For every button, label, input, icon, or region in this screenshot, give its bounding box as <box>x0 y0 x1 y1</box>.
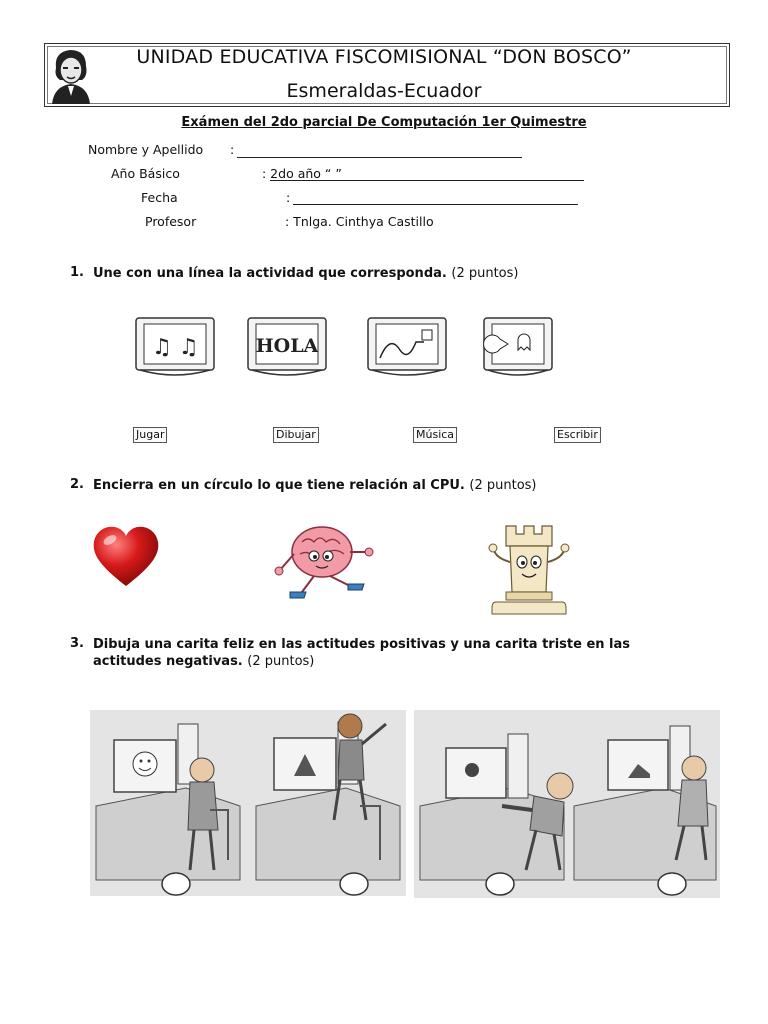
monitor-game-icon <box>478 312 558 384</box>
activity-jugar: Jugar <box>133 427 167 443</box>
grade-label: Año Básico <box>111 166 180 181</box>
question-1-text: Une con una línea la actividad que corresponda. <box>93 266 447 281</box>
heart-icon[interactable] <box>90 522 162 590</box>
teacher-value: : Tnlga. Cinthya Castillo <box>285 214 434 229</box>
name-colon: : <box>230 142 235 157</box>
school-name: UNIDAD EDUCATIVA FISCOMISIONAL “DON BOSCO” <box>136 46 632 68</box>
scene-left-illustration <box>90 710 406 896</box>
scene-right-illustration <box>414 710 720 898</box>
question-1-number: 1. <box>70 265 84 280</box>
activity-musica: Música <box>413 427 457 443</box>
teacher-label: Profesor <box>145 214 197 229</box>
question-1-points: (2 puntos) <box>451 266 519 281</box>
svg-text:♫ ♫: ♫ ♫ <box>152 335 199 360</box>
grade-value: : 2do año “ ” <box>262 166 342 181</box>
name-label: Nombre y Apellido <box>88 142 204 157</box>
school-city: Esmeraldas-Ecuador <box>286 80 482 102</box>
monitor-hola-text: HOLA <box>255 335 319 357</box>
question-3 <box>93 636 703 670</box>
activity-escribir: Escribir <box>554 427 601 443</box>
brain-character-icon[interactable] <box>272 522 377 604</box>
question-3-number: 3. <box>70 636 84 651</box>
date-label: Fecha <box>141 190 178 205</box>
monitor-music-icon <box>130 312 220 384</box>
date-line[interactable] <box>293 190 578 205</box>
question-2-number: 2. <box>70 477 84 492</box>
name-line[interactable] <box>237 143 522 158</box>
chess-rook-character-icon[interactable] <box>484 520 574 620</box>
grade-line[interactable] <box>270 166 584 181</box>
question-3-points: (2 puntos) <box>247 654 315 669</box>
question-3-text: Dibuja una carita feliz en las actitudes positivas y una carita triste en las actitudes negativas. <box>93 637 631 669</box>
monitor-text-icon <box>242 312 332 384</box>
question-2-text: Encierra en un círculo lo que tiene relación al CPU. <box>93 478 465 493</box>
question-2 <box>93 477 713 494</box>
exam-title: Exámen del 2do parcial De Computación 1er Quimestre <box>181 115 587 130</box>
activity-dibujar: Dibujar <box>273 427 319 443</box>
question-1 <box>93 265 713 282</box>
monitor-drawing-icon <box>362 312 452 384</box>
question-2-points: (2 puntos) <box>469 478 537 493</box>
date-colon: : <box>286 190 291 205</box>
